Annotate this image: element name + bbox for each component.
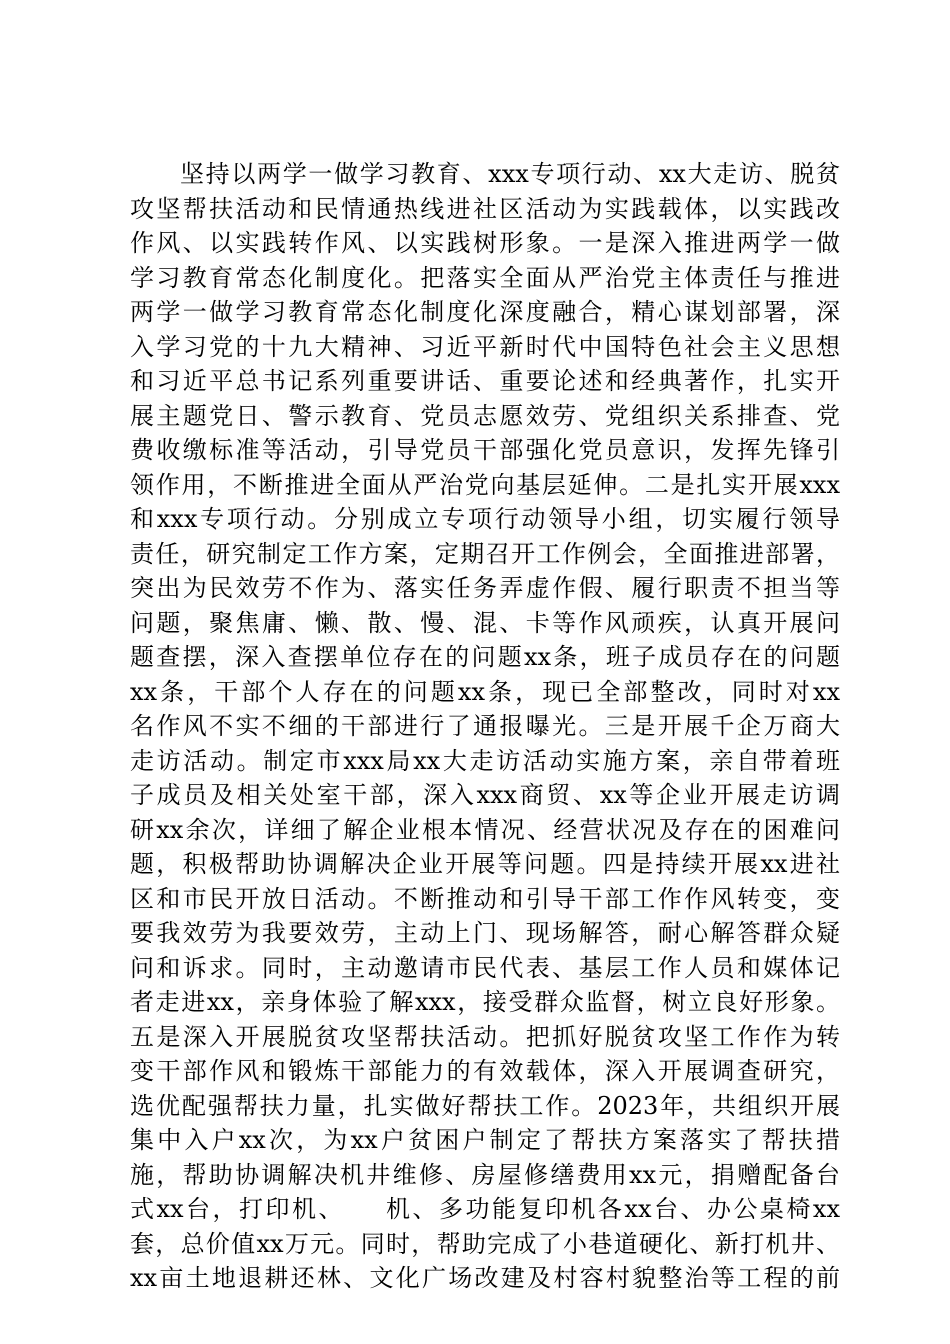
text-line: 题，积极帮助协调解决企业开展等问题。四是持续开展xx进社 [130,850,840,878]
text-line: 问题，聚焦庸、懒、散、慢、混、卡等作风顽疾，认真开展问 [130,608,840,637]
text-line: 问和诉求。同时，主动邀请市民代表、基层工作人员和媒体记 [130,953,840,982]
text-line: 入学习党的十九大精神、习近平新时代中国特色社会主义思想 [130,332,840,361]
text-line: 突出为民效劳不作为、落实任务弄虚作假、履行职责不担当等 [130,574,840,602]
text-line: 攻坚帮扶活动和民情通热线进社区活动为实践载体，以实践改 [130,194,840,223]
text-line: 要我效劳为我要效劳，主动上门、现场解答，耐心解答群众疑 [130,919,840,947]
text-line: 题查摆，深入查摆单位存在的问题xx条，班子成员存在的问题 [130,643,840,671]
text-line: 坚持以两学一做学习教育、xxx专项行动、xx大走访、脱贫 [180,160,840,188]
body-paragraph [130,157,840,1296]
text-line: 集中入户xx次，为xx户贫困户制定了帮扶方案落实了帮扶措 [130,1126,840,1154]
text-line: 和xxx专项行动。分别成立专项行动领导小组，切实履行领导 [130,505,840,533]
text-line: 施，帮助协调解决机井维修、房屋修缮费用xx元，捐赠配备台 [130,1160,840,1189]
text-line: xx亩土地退耕还林、文化广场改建及村容村貌整治等工程的前 [130,1264,840,1292]
text-line: 两学一做学习教育常态化制度化深度融合，精心谋划部署，深 [130,298,840,326]
text-line: 变干部作风和锻炼干部能力的有效载体，深入开展调查研究， [130,1057,840,1085]
text-line: 套，总价值xx万元。同时，帮助完成了小巷道硬化、新打机井、 [130,1229,840,1258]
text-line: 五是深入开展脱贫攻坚帮扶活动。把抓好脱贫攻坚工作作为转 [130,1022,840,1051]
text-line: 责任，研究制定工作方案，定期召开工作例会，全面推进部署， [130,539,840,568]
text-line: 作风、以实践转作风、以实践树形象。一是深入推进两学一做 [130,229,840,257]
text-line: 和习近平总书记系列重要讲话、重要论述和经典著作，扎实开 [130,367,840,395]
text-line: xx条，干部个人存在的问题xx条，现已全部整改，同时对xx [130,677,840,706]
text-line: 者走进xx，亲身体验了解xxx，接受群众监督，树立良好形象。 [130,988,840,1016]
text-line: 领作用，不断推进全面从严治党向基层延伸。二是扎实开展xxx [130,470,840,499]
text-line: 研xx余次，详细了解企业根本情况、经营状况及存在的困难问 [130,815,840,844]
text-line: 展主题党日、警示教育、党员志愿效劳、党组织关系排查、党 [130,401,840,430]
text-line: 选优配强帮扶力量，扎实做好帮扶工作。2023年，共组织开展 [130,1091,840,1120]
text-line: 走访活动。制定市xxx局xx大走访活动实施方案，亲自带着班 [130,746,840,775]
text-line: 区和市民开放日活动。不断推动和引导干部工作作风转变，变 [130,884,840,913]
text-line: 学习教育常态化制度化。把落实全面从严治党主体责任与推进 [130,263,840,292]
text-line: 式xx台，打印机、 机、多功能复印机各xx台、办公桌椅xx [130,1195,840,1223]
text-line: 子成员及相关处室干部，深入xxx商贸、xx等企业开展走访调 [130,781,840,809]
text-line: 费收缴标准等活动，引导党员干部强化党员意识，发挥先锋引 [130,436,840,464]
text-line: 名作风不实不细的干部进行了通报曝光。三是开展千企万商大 [130,712,840,740]
